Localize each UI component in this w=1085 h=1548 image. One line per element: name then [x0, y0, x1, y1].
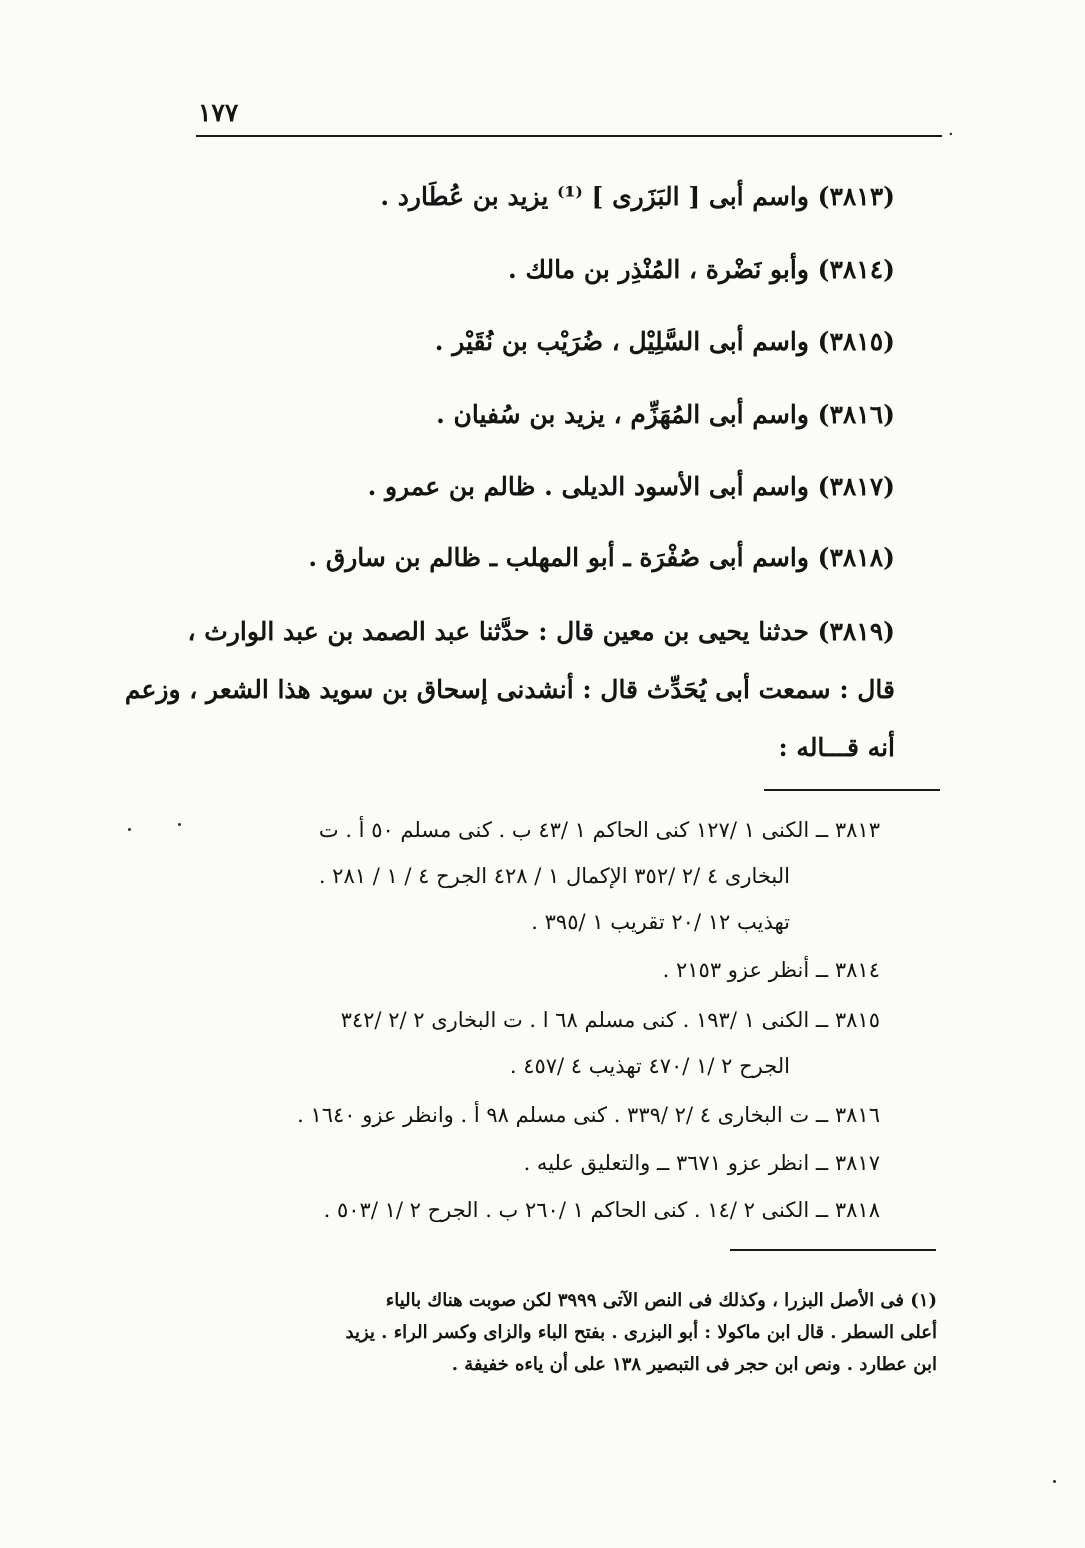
footnote-line: (١) فى الأصل البزرا ، وكذلك فى النص الآتى ٣٩٩٩ لكن صوبت هناك بالياء [385, 1290, 937, 1311]
scan-speck [128, 828, 131, 831]
note-3818: ٣٨١٨ ــ الكنى ٢ /١٤ . كنى الحاكم ١ /٢٦٠ ب . الجرح ٢ /١ /٥٠٣ . [323, 1198, 880, 1222]
note-3815-cont: الجرح ٢ /١ /٤٧٠ تهذيب ٤ /٤٥٧ . [509, 1054, 790, 1078]
note-3815: ٣٨١٥ ــ الكنى ١ /١٩٣ . كنى مسلم ٦٨ ا . ت البخارى ٢ /٢ /٣٤٢ [340, 1008, 880, 1032]
footnote [187, 1285, 937, 1381]
header-mark: · [948, 124, 954, 145]
scan-speck [1053, 1480, 1056, 1483]
note-3817: ٣٨١٧ ــ انظر عزو ٣٦٧١ ــ والتعليق عليه . [523, 1151, 880, 1175]
note-3813-cont: تهذيب ١٢ /٢٠ تقريب ١ /٣٩٥ . [531, 910, 790, 934]
note-3813: ٣٨١٣ ــ الكنى ١ /١٢٧ كنى الحاكم ١ /٤٣ ب . كنى مسلم ٥٠ أ . ت [318, 818, 880, 842]
paragraph-line: قال : سمعت أبى يُحَدِّث قال : أنشدنى إسحاق بن سويد هذا الشعر ، وزعم [124, 675, 895, 704]
note-3816: ٣٨١٦ ــ ت البخارى ٤ /٢ /٣٣٩ . كنى مسلم ٩٨ أ . وانظر عزو ١٦٤٠ . [297, 1103, 880, 1127]
note-3813-cont: البخارى ٤ /٢ /٣٥٢ الإكمال ١ / ٤٢٨ الجرح ٤ / ١ / ٢٨١ . [318, 864, 790, 888]
entry-3815: (٣٨١٥) واسم أبى السَّلِيْل ، ضُرَيْب بن نُقَيْر . [434, 327, 895, 356]
entry-3813: (٣٨١٣) واسم أبى [ البَزَرى ] ⁽¹⁾ يزيد بن عُطَارد . [380, 182, 895, 211]
entry-3817: (٣٨١٧) واسم أبى الأسود الديلى . ظالم بن عمرو . [367, 472, 895, 501]
entry-3814: (٣٨١٤) وأبو نَضْرة ، المُنْذِر بن مالك . [508, 255, 895, 284]
footnote-separator [730, 1249, 936, 1251]
header-rule [196, 135, 942, 137]
footnote-line: ابن عطارد . ونص ابن حجر فى التبصير ١٣٨ على أن ياءه خفيفة . [451, 1354, 937, 1375]
scan-speck [178, 823, 181, 826]
paragraph-line: (٣٨١٩) حدثنا يحيى بن معين قال : حدَّثنا عبد الصمد بن عبد الوارث ، [187, 617, 895, 646]
entry-3816: (٣٨١٦) واسم أبى المُهَزِّم ، يزيد بن سُفيان . [436, 400, 895, 429]
paragraph-line: أنه قـــاله : [778, 733, 895, 762]
note-3814: ٣٨١٤ ــ أنظر عزو ٢١٥٣ . [662, 958, 880, 982]
page-number: ١٧٧ [198, 98, 239, 127]
entry-3818: (٣٨١٨) واسم أبى صُفْرَة ـ أبو المهلب ـ ظالم بن سارق . [308, 543, 895, 572]
entry-3819-paragraph [124, 617, 895, 791]
footnote-line: أعلى السطر . قال ابن ماكولا : أبو البزرى . بفتح الباء والزاى وكسر الراء . يزيد [345, 1322, 937, 1343]
notes-separator [764, 789, 940, 791]
